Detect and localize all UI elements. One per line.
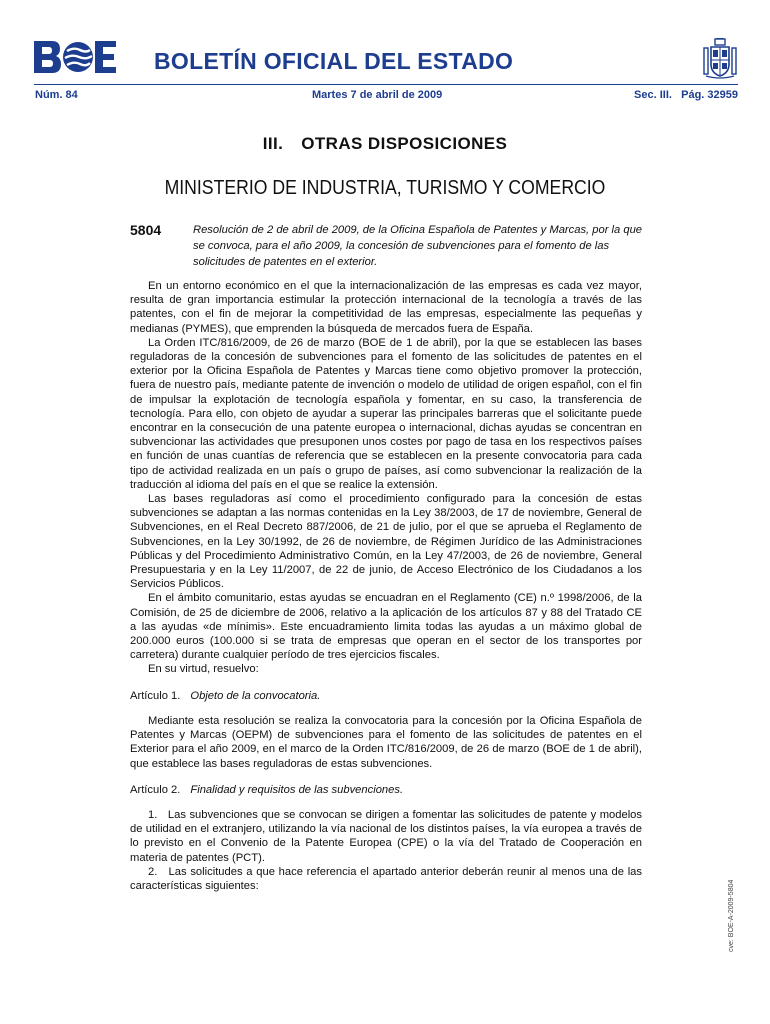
article-2-name: Finalidad y requisitos de las subvenciones. [190, 783, 404, 796]
ministry-heading: MINISTERIO DE INDUSTRIA, TURISMO Y COMERCIO [164, 176, 606, 199]
issue-number: Núm. 84 [35, 89, 78, 101]
paragraph: En un entorno económico en el que la internacionalización de las empresas es cada vez mayor, resulta de gran importancia estimular la protección internacional de la tecnología a través de las patentes, con el fin de mejorar la competitividad de las empresas, especialmente las pequeñas y medianas (PYMES), que emprenden la búsqueda de mercados fuera de España. [130, 280, 642, 335]
article-1-heading [130, 689, 642, 703]
article-1-text: Mediante esta resolución se realiza la convocatoria para la concesión por la Oficina Española de Patentes y Marcas (OEPM) de subvenciones para el fomento de las solicitudes de patentes en el Exterior para el año 2009, en el marco de la Orden ITC/816/2009, de 26 de marzo (BOE de 1 de abril), que establece las bases reguladoras de estas subvenciones. [130, 714, 642, 770]
resolution-title: Resolución de 2 de abril de 2009, de la Oficina Española de Patentes y Marcas, por la que se convoca, para el año 2009, la concesión de subvenciones para el fomento de las solicitudes de patentes en el exterior. [193, 224, 643, 268]
paragraph: En su virtud, resuelvo: [148, 663, 259, 676]
article-1-label: Artículo 1. [130, 689, 181, 702]
resolution-number: 5804 [130, 222, 162, 238]
gazette-title: BOLETÍN OFICIAL DEL ESTADO [154, 48, 514, 74]
article-2-item: 1. Las subvenciones que se convocan se dirigen a fomentar las solicitudes de patente y modelos de utilidad en el extranjero, utilizando la vía nacional de los distintos países, la vía europea a través de lo previsto en el Convenio de la Patente Europea (CPE) o la vía del Tratado de Cooperación en materia de patentes (PCT). [130, 808, 646, 864]
section-roman: III. [262, 134, 284, 153]
boe-logo-icon [34, 41, 116, 73]
cve-code: cve: BOE-A-2009-5804 [728, 879, 735, 952]
article-2-item: 2. Las solicitudes a que hace referencia el apartado anterior deberán reunir al menos una de las características siguientes: [130, 865, 646, 892]
section-heading [0, 134, 770, 154]
paragraph: La Orden ITC/816/2009, de 26 de marzo (BOE de 1 de abril), por la que se establecen las bases reguladoras de la concesión de subvenciones para el fomento de las solicitudes de patentes en el exterior por la Oficina Española de Patentes y Marcas tiene como objetivo promover la protección, fuera de nuestro país, mediante patente de invención o modelo de utilidad de origen español, con el fin de impulsar la explotación de tecnología española y fomentar, en su caso, la transferencia de tecnología. Para ello, con objeto de ayudar a superar las principales barreras que el solicitante puede encontrar en la consecución de una patente europea o internacional, dichas ayudas se concentran en subvencionar las actividades que presuponen unos costes por pago de tasa en los respectivos países en función de unas cuantías de referencia que se establecen en la presente convocatoria para cada tipo de actividad realizada en un país o grupo de países, así como subvencionar la realización de la traducción al idioma del país en el que se realice la extensión. [130, 336, 642, 491]
article-1-name: Objeto de la convocatoria. [190, 689, 321, 702]
coat-of-arms-icon [702, 38, 738, 80]
page-header [34, 38, 738, 78]
header-divider [34, 84, 738, 85]
paragraph: En el ámbito comunitario, estas ayudas se encuadran en el Reglamento (CE) n.º 1998/2006, de la Comisión, de 25 de diciembre de 2006, relativo a la aplicación de los artículos 87 y 88 del Tratado CE a las ayudas «de mínimis». Este encuadramiento limita todas las ayudas a un máximo global de 200.000 euros (100.000 si se trata de empresas que operan en el sector de los transportes por carretera) durante cualquier período de tres ejercicios fiscales. [130, 592, 642, 662]
section-page: Sec. III. Pág. 32959 [634, 89, 738, 101]
section-name: OTRAS DISPOSICIONES [301, 134, 508, 153]
article-2-heading [130, 783, 642, 797]
issue-date: Martes 7 de abril de 2009 [312, 89, 443, 101]
document-body [130, 279, 646, 893]
article-2-label: Artículo 2. [130, 783, 181, 796]
paragraph: Las bases reguladoras así como el procedimiento configurado para la concesión de estas subvenciones se adaptan a las normas contenidas en la Ley 38/2003, de 17 de noviembre, General de Subvenciones, en el Real Decreto 887/2006, de 21 de julio, por el que se aprueba el Reglamento de Subvenciones, en la Ley 30/1992, de 26 de noviembre, de Régimen Jurídico de las Administraciones Públicas y del Procedimiento Administrativo Común, en la Ley 47/2003, de 26 de noviembre, General Presupuestaria y en la Ley 11/2007, de 22 de junio, de Acceso Electrónico de los Ciudadanos a los Servicios Públicos. [130, 493, 642, 591]
